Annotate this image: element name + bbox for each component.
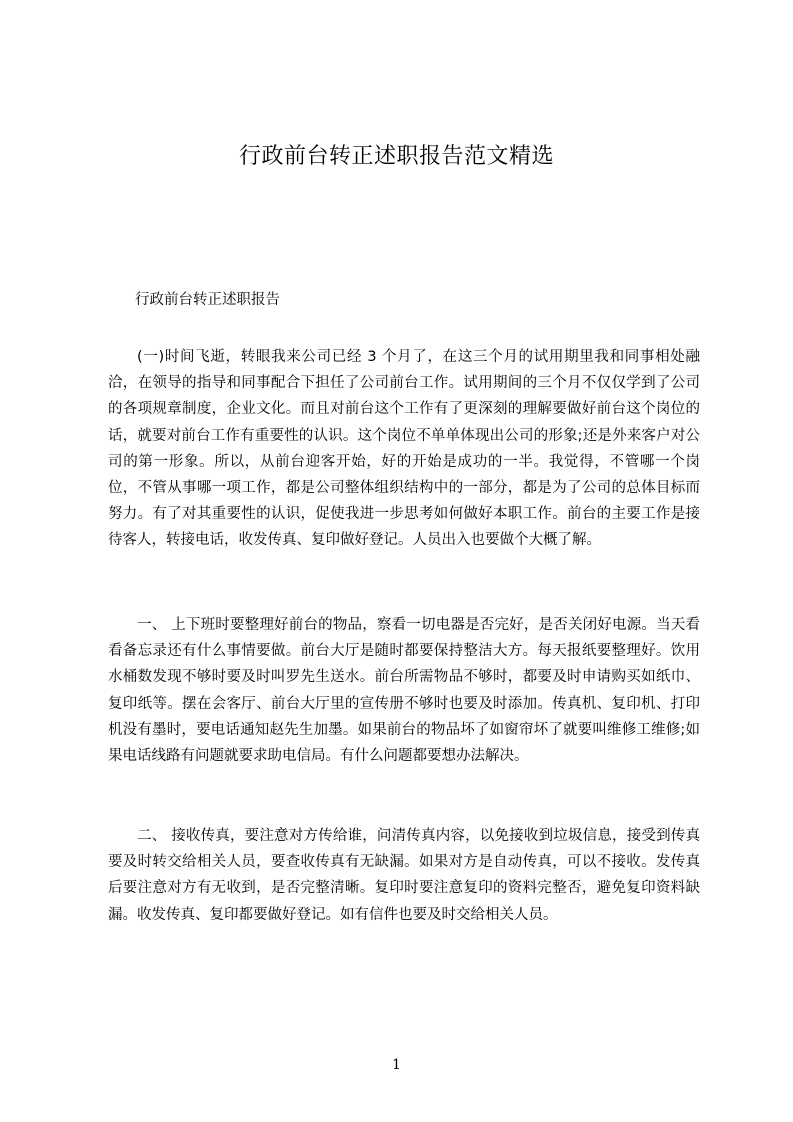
paragraph-section-two: 二、 接收传真，要注意对方传给谁，问清传真内容，以免接收到垃圾信息，接受到传真要及时转交给相关人员，要查收传真有无缺漏。如果对方是自动传真，可以不接收。发传真后要注意对方有无收到，是否完整清晰。复印时要注意复印的资料完整否，避免复印资料缺漏。收发传真、复印都要做好登记。如有信件也要及时交给相关人员。 <box>108 828 700 923</box>
page-number: 1 <box>392 1057 401 1073</box>
paragraph-intro: (一)时间飞逝，转眼我来公司已经 3 个月了，在这三个月的试用期里我和同事相处融洽，在领导的指导和同事配合下担任了公司前台工作。试用期间的三个月不仅仅学到了公司的各项规章制度，企业文化。而且对前台这个工作有了更深刻的理解要做好前台这个岗位的话，就要对前台工作有重要性的认识。这个岗位不单单体现出公司的形象;还是外来客户对公司的第一形象。所以，从前台迎客开始，好的开始是成功的一半。我觉得，不管哪一个岗位，不管从事哪一项工作，都是公司整体组织结构中的一部分，都是为了公司的总体目标而努力。有了对其重要性的认识，促使我进一步思考如何做好本职工作。前台的主要工作是接待客人，转接电话，收发传真、复印做好登记。人员出入也要做个大概了解。 <box>108 349 700 549</box>
paragraph-section-one: 一、 上下班时要整理好前台的物品，察看一切电器是否完好，是否关闭好电源。当天看看备忘录还有什么事情要做。前台大厅是随时都要保持整洁大方。每天报纸要整理好。饮用水桶数发现不够时要及时叫罗先生送水。前台所需物品不够时，都要及时申请购买如纸巾、复印纸等。摆在会客厅、前台大厅里的宣传册不够时也要及时添加。传真机、复印机、打印机没有墨时，要电话通知赵先生加墨。如果前台的物品坏了如窗帘坏了就要叫维修工维修;如果电话线路有问题就要求助电信局。有什么问题都要想办法解决。 <box>108 617 700 765</box>
document-title: 行政前台转正述职报告范文精选 <box>238 144 554 169</box>
document-subtitle: 行政前台转正述职报告 <box>135 292 280 308</box>
